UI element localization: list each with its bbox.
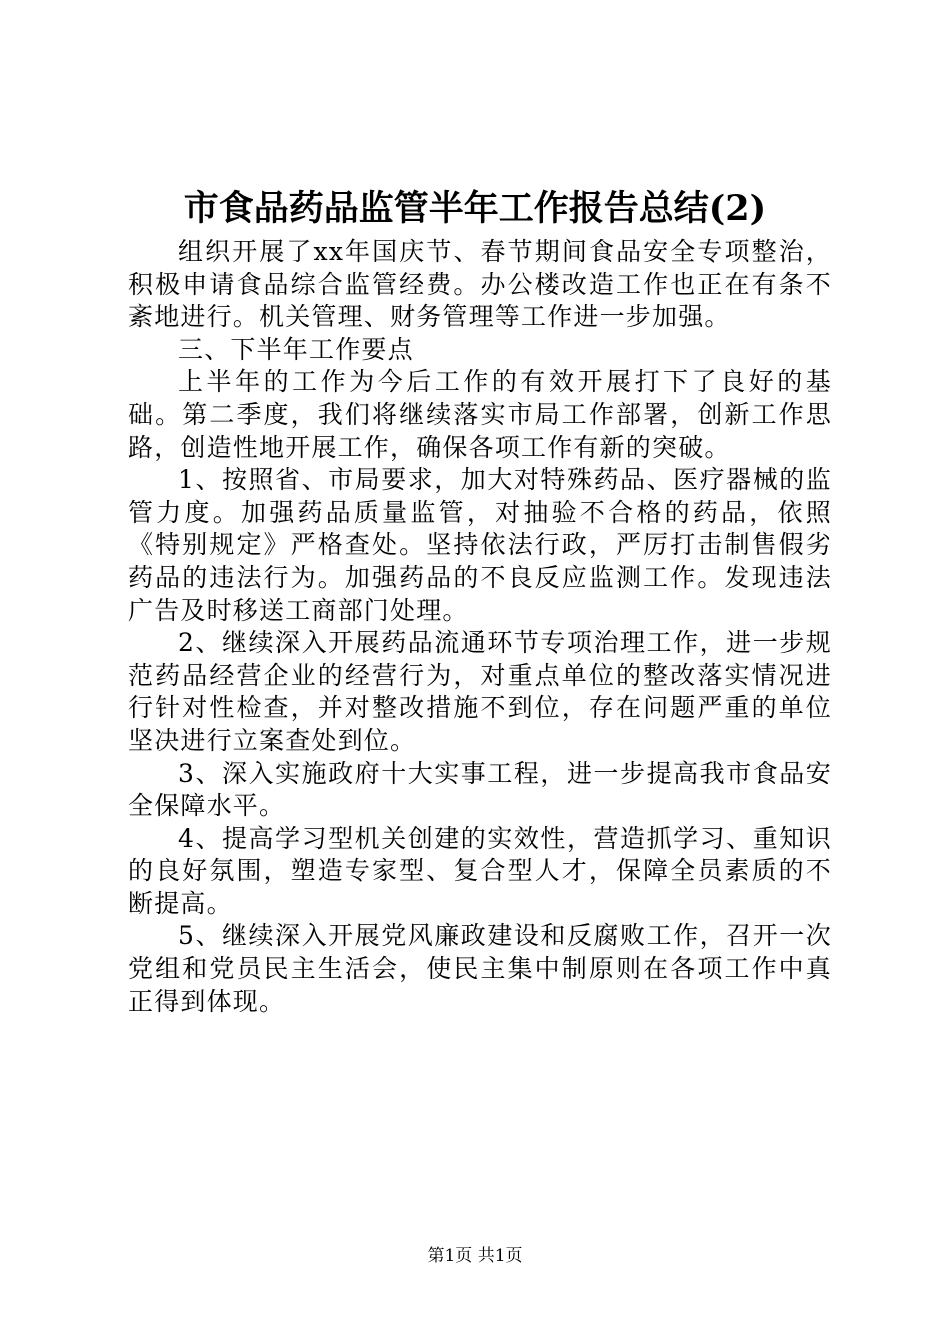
list-item: 2、继续深入开展药品流通环节专项治理工作，进一步规范药品经营企业的经营行为，对重点单位的整改落实情况进行针对性检查，并对整改措施不到位，存在问题严重的单位坚决进行立案查处到位。 (128, 628, 832, 755)
document-title: 市食品药品监管半年工作报告总结(2) (183, 188, 767, 229)
page-number-footer: 第1页 共1页 (427, 1246, 523, 1266)
list-item: 4、提高学习型机关创建的实效性，营造抓学习、重知识的良好氛围，塑造专家型、复合型人才，保障全员素质的不断提高。 (128, 823, 832, 918)
section-heading: 三、下半年工作要点 (178, 334, 414, 364)
paragraph: 组织开展了xx年国庆节、春节期间食品安全专项整治，积极申请食品综合监管经费。办公楼改造工作也正在有条不紊地进行。机关管理、财务管理等工作进一步加强。 (128, 237, 832, 332)
paragraph: 上半年的工作为今后工作的有效开展打下了良好的基础。第二季度，我们将继续落实市局工作部署，创新工作思路，创造性地开展工作，确保各项工作有新的突破。 (128, 367, 832, 462)
document-body (128, 236, 832, 1018)
list-item: 1、按照省、市局要求，加大对特殊药品、医疗器械的监管力度。加强药品质量监管，对抽验不合格的药品，依照《特别规定》严格查处。坚持依法行政，严厉打击制售假劣药品的违法行为。加强药品的不良反应监测工作。发现违法广告及时移送工商部门处理。 (128, 465, 832, 625)
list-item: 5、继续深入开展党风廉政建设和反腐败工作，召开一次党组和党员民主生活会，使民主集中制原则在各项工作中真正得到体现。 (128, 921, 832, 1016)
list-item: 3、深入实施政府十大实事工程，进一步提高我市食品安全保障水平。 (128, 758, 832, 821)
